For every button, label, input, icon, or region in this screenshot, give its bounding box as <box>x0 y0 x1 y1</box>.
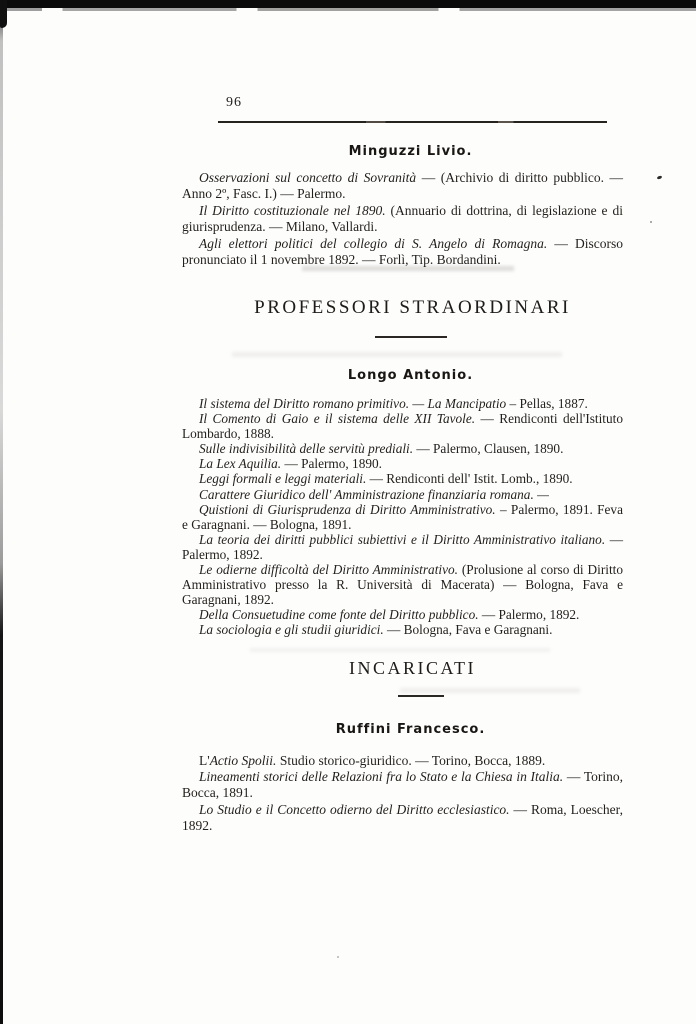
entry-text-italic: Il sistema del Diritto romano primitivo. — La Mancipatio <box>199 396 507 411</box>
entry-text-italic: Carattere Giuridico dell' Amministrazione finanziaria romana. — <box>199 486 549 502</box>
bibliography-entry <box>182 622 623 637</box>
ink-speck-artifact <box>337 956 339 958</box>
show-through-smudge-artifact <box>232 352 562 357</box>
entry-text-italic: Leggi formali e leggi materiali. <box>199 471 367 487</box>
entry-text-roman: — Palermo, Clausen, 1890. <box>413 441 564 457</box>
entry-text-italic: Actio Spolii. <box>209 753 277 768</box>
bibliography-entry <box>182 203 623 236</box>
section-title-incaricati: INCARICATI <box>349 658 476 678</box>
author-heading-minguzzi: Minguzzi Livio. <box>348 144 473 159</box>
bibliography-entry <box>182 607 623 622</box>
entry-text-italic: Osservazioni sul concetto di Sovranità <box>199 170 417 185</box>
show-through-smudge-artifact <box>250 648 550 652</box>
entry-text-italic: Della Consuetudine come fonte del Diritto pubblico. <box>199 607 479 623</box>
bibliography-entry <box>182 411 623 441</box>
entry-text-roman: (Annuario di dottrina, di legislazione e di giurisprudenza. — Milano, Vallardi. <box>182 202 623 235</box>
entry-text-italic: Le odierne difficoltà del Diritto Amministrativo. <box>199 562 458 578</box>
section-divider-rule <box>398 695 444 697</box>
bibliography-entry <box>182 396 623 411</box>
entry-text-roman: — Palermo, 1890. <box>281 456 382 472</box>
author-heading-longo: Longo Antonio. <box>347 368 474 383</box>
entry-text-italic: Quistioni di Giurisprudenza di Diritto Amministrativo. <box>199 501 496 517</box>
entry-text-roman: — Roma, Loescher, 1892. <box>182 801 623 833</box>
scan-left-edge-artifact <box>0 0 3 1024</box>
entry-text-italic: Il Comento di Gaio e il sistema delle XII Tavole. <box>199 411 476 427</box>
bibliography-entry <box>182 532 623 562</box>
bibliography-entry <box>182 502 623 532</box>
show-through-smudge-artifact <box>400 688 580 693</box>
entry-text-roman: – Palermo, 1891. Feva e Garagnani. — Bologna, 1891. <box>182 501 623 532</box>
bibliography-entry <box>182 456 623 471</box>
section-divider-rule <box>375 336 447 338</box>
ink-speck-artifact <box>650 221 652 223</box>
scan-top-edge-artifact <box>0 0 696 8</box>
entry-text-italic: Sulle indivisibilità delle servitù prediali. <box>199 441 414 457</box>
entry-text-roman: — Bologna, Fava e Garagnani. <box>383 622 553 638</box>
bibliography-entry <box>182 471 623 486</box>
entry-text-italic: Lo Studio e il Concetto odierno del Diritto ecclesiastico. <box>199 801 510 817</box>
bibliography-entry <box>182 441 623 456</box>
entry-text-roman: — Palermo, 1892. <box>182 531 624 562</box>
entry-text-roman: (Prolusione al corso di Diritto Amministrativo presso la R. Università di Macerata) — Bologna, Fava e Garagnani, 1892. <box>182 562 623 608</box>
bibliography-entry <box>182 753 623 769</box>
entry-text-roman: — Palermo, 1892. <box>478 607 580 623</box>
bibliography-entry <box>182 802 623 834</box>
bibliography-list-longo <box>182 396 623 638</box>
entry-text-italic: Il Diritto costituzionale nel 1890. <box>199 202 386 218</box>
entry-text-italic: La sociologia e gli studii giuridici. <box>199 622 384 638</box>
bibliography-list-minguzzi <box>182 170 623 268</box>
entry-text-roman: L' <box>199 753 210 768</box>
entry-text-italic: La Lex Aquilia. <box>199 456 282 472</box>
section-title-professori: PROFESSORI STRAORDINARI <box>254 297 571 318</box>
entry-text-roman: – Pellas, 1887. <box>506 396 588 411</box>
bibliography-entry <box>182 562 623 607</box>
entry-text-italic: Lineamenti storici delle Relazioni fra lo Stato e la Chiesa in Italia. <box>199 769 564 785</box>
bibliography-entry <box>182 236 623 269</box>
entry-text-italic: Agli elettori politici del collegio di S. Angelo di Romagna. <box>199 235 548 251</box>
bibliography-entry <box>182 769 623 801</box>
bibliography-entry <box>182 487 623 502</box>
ink-speck-artifact <box>657 175 663 180</box>
entry-text-roman: — Discorso pronunciato il 1 novembre 1892. — Forlì, Tip. Bordandini. <box>182 235 623 268</box>
entry-text-roman: — (Archivio di diritto pubblico. — Anno 2º, Fasc. I.) — Palermo. <box>182 170 624 202</box>
entry-text-roman: — Rendiconti dell'Istituto Lombardo, 1888. <box>182 411 623 442</box>
scan-corner-blot-artifact <box>0 0 7 28</box>
entry-text-roman: Studio storico-giuridico. — Torino, Bocca, 1889. <box>276 753 546 768</box>
entry-text-italic: La teoria dei diritti pubblici subiettivi e il Diritto Amministrativo italiano. <box>199 531 606 547</box>
author-heading-ruffini: Ruffini Francesco. <box>335 722 486 737</box>
page-number: 96 <box>226 95 242 110</box>
entry-text-roman: — Rendiconti dell' Istit. Lomb., 1890. <box>366 471 573 487</box>
entry-text-roman: — Torino, Bocca, 1891. <box>182 769 623 801</box>
bibliography-list-ruffini <box>182 753 623 834</box>
bibliography-entry <box>182 170 623 203</box>
header-rule <box>218 121 607 123</box>
